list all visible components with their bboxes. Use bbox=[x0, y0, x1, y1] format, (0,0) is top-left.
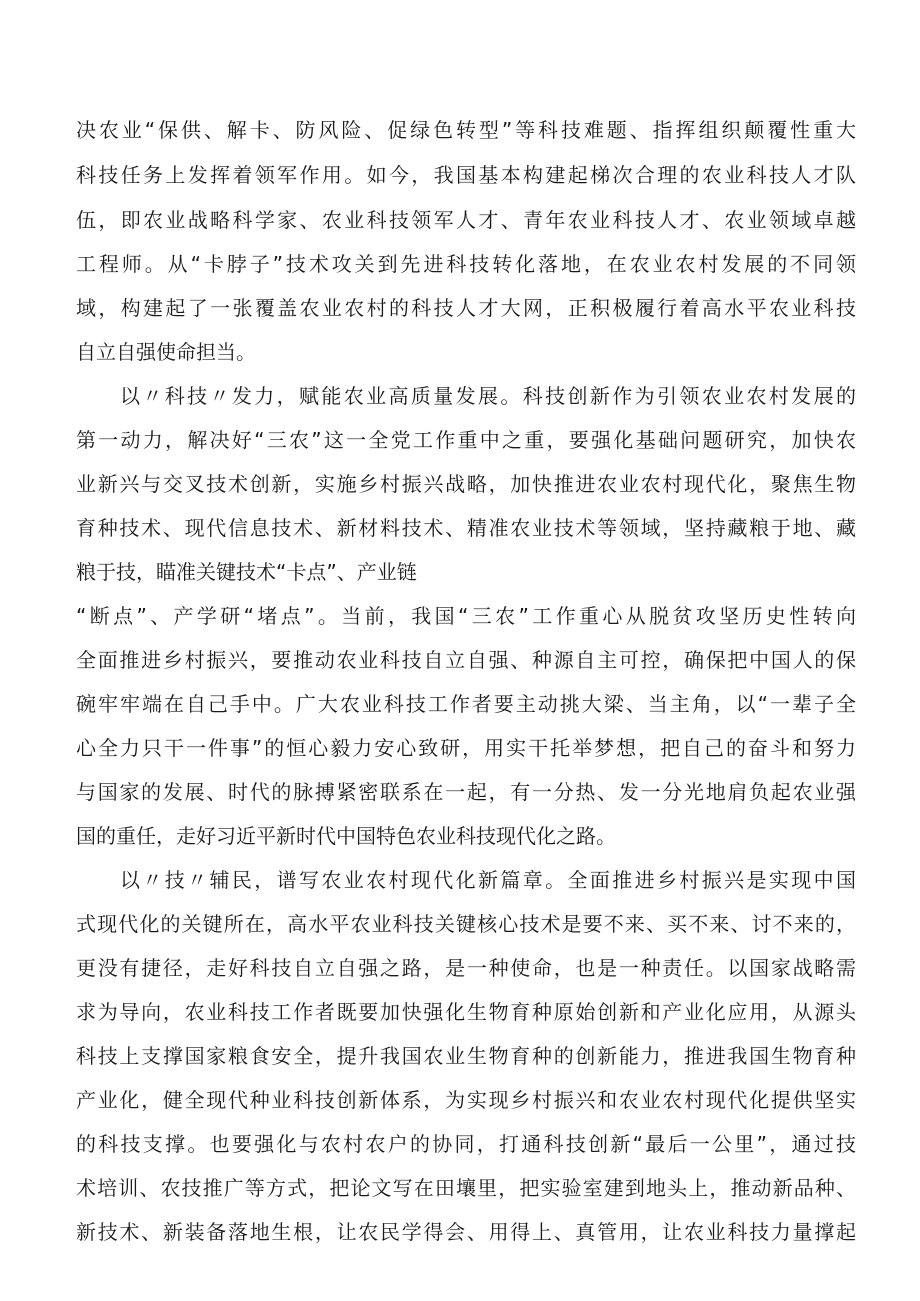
text-line: 域，构建起了一张覆盖农业农村的科技人才大网，正积极履行着高水平农业科技 bbox=[76, 296, 856, 320]
text-line: 求为导向，农业科技工作者既要加快强化生物育种原始创新和产业化应用，从源头 bbox=[76, 1000, 856, 1024]
text-line: 式现代化的关键所在，高水平农业科技关键核心技术是要不来、买不来、讨不来的， bbox=[76, 912, 856, 936]
text-line: 工程师。从“卡脖子”技术攻关到先进科技转化落地，在农业农村发展的不同领 bbox=[76, 252, 856, 276]
text-line: 伍，即农业战略科学家、农业科技领军人才、青年农业科技人才、农业领域卓越 bbox=[76, 208, 856, 232]
text-line: 育种技术、现代信息技术、新材料技术、精准农业技术等领域，坚持藏粮于地、藏 bbox=[76, 516, 856, 540]
text-line: 科技任务上发挥着领军作用。如今，我国基本构建起梯次合理的农业科技人才队 bbox=[76, 163, 856, 187]
paragraph-first-line: 以〃科技〃发力，赋能农业高质量发展。科技创新作为引领农业农村发展的 bbox=[120, 384, 856, 408]
text-line: 更没有捷径，走好科技自立自强之路，是一种使命，也是一种责任。以国家战略需 bbox=[76, 956, 856, 980]
text-line: 决农业“保供、解卡、防风险、促绿色转型”等科技难题、指挥组织颠覆性重大 bbox=[76, 118, 856, 142]
text-line: 产业化，健全现代种业科技创新体系，为实现乡村振兴和农业农村现代化提供坚实 bbox=[76, 1088, 856, 1112]
text-line: 粮于技，瞄准关键技术“卡点”、产业链 bbox=[76, 560, 417, 584]
text-line: 新技术、新装备落地生根，让农民学得会、用得上、真管用，让农业科技力量撑起 bbox=[76, 1220, 856, 1244]
paragraph-first-line: 以〃技〃辅民，谱写农业农村现代化新篇章。全面推进乡村振兴是实现中国 bbox=[120, 868, 856, 892]
text-line: 术培训、农技推广等方式，把论文写在田壤里，把实验室建到地头上，推动新品种、 bbox=[76, 1176, 856, 1200]
text-line: 国的重任，走好习近平新时代中国特色农业科技现代化之路。 bbox=[76, 824, 616, 848]
text-line: 业新兴与交叉技术创新，实施乡村振兴战略，加快推进农业农村现代化，聚焦生物 bbox=[76, 472, 856, 496]
text-line: 科技上支撑国家粮食安全，提升我国农业生物育种的创新能力，推进我国生物育种 bbox=[76, 1044, 856, 1068]
text-line: 全面推进乡村振兴，要推动农业科技自立自强、种源自主可控，确保把中国人的保 bbox=[76, 648, 856, 672]
text-line: 与国家的发展、时代的脉搏紧密联系在一起，有一分热、发一分光地肩负起农业强 bbox=[76, 780, 856, 804]
text-line: 碗牢牢端在自己手中。广大农业科技工作者要主动挑大梁、当主角，以“一辈子全 bbox=[76, 692, 856, 716]
text-line: 第一动力，解决好“三农”这一全党工作重中之重，要强化基础问题研究，加快农 bbox=[76, 428, 856, 452]
text-line: “断点”、产学研“堵点”。当前，我国“三农”工作重心从脱贫攻坚历史性转向 bbox=[76, 604, 856, 628]
text-line: 心全力只干一件事”的恒心毅力安心致研，用实干托举梦想，把自己的奋斗和努力 bbox=[76, 736, 856, 760]
text-line: 的科技支撑。也要强化与农村农户的协同，打通科技创新“最后一公里”，通过技 bbox=[76, 1132, 856, 1156]
text-line: 自立自强使命担当。 bbox=[76, 340, 256, 364]
